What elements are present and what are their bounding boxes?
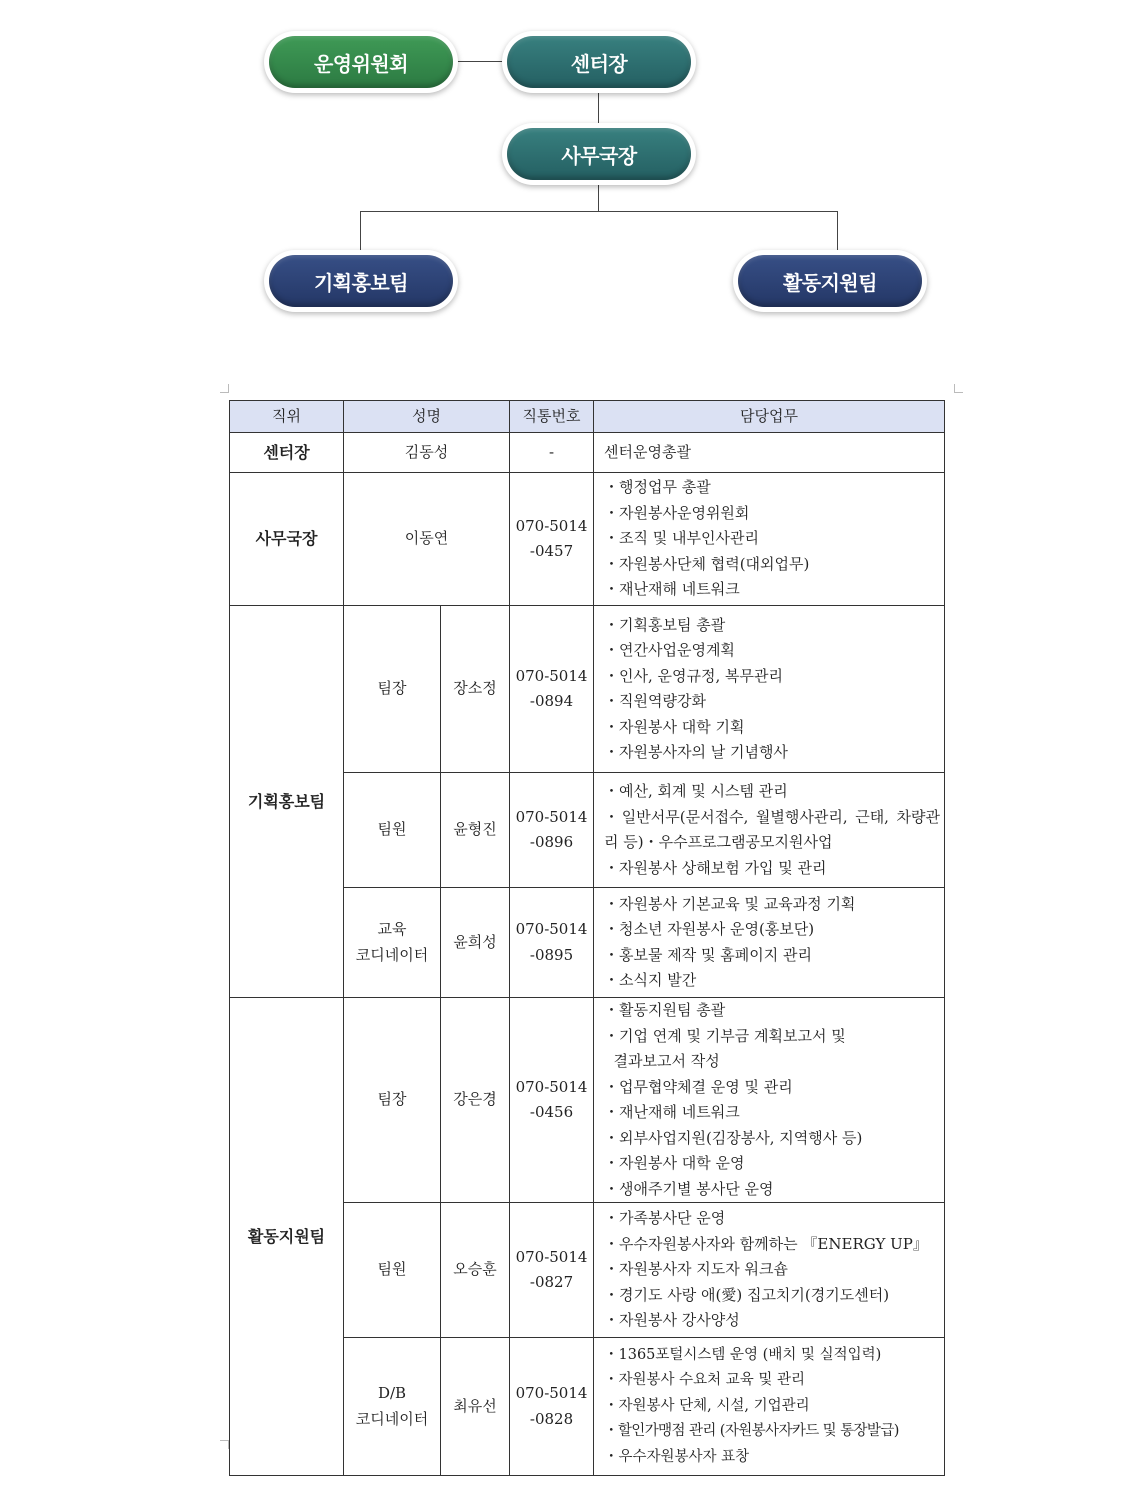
role-cell: 팀원 (344, 1203, 441, 1338)
duty-item: ・외부사업지원(김장봉사, 지역행사 등) (604, 1128, 863, 1147)
role-line: 코디네이터 (355, 945, 429, 964)
duties-cell (594, 773, 945, 888)
duties-cell (594, 888, 945, 998)
phone-cell (510, 773, 594, 888)
phone-line: -0457 (529, 542, 574, 560)
phone-cell (510, 473, 594, 606)
table-header-row (230, 401, 945, 433)
name-cell: 윤형진 (441, 773, 510, 888)
director-node (502, 31, 696, 93)
activity-team-label: 활동지원팀 (738, 255, 922, 307)
phone-line: 070-5014 (515, 807, 588, 826)
duty-item: ・업무협약체결 운영 및 관리 (604, 1077, 793, 1096)
role-line: D/B (377, 1384, 407, 1402)
phone-line: -0828 (529, 1409, 574, 1428)
director-label: 센터장 (507, 36, 691, 88)
header-name: 성명 (344, 401, 510, 433)
phone-line: 070-5014 (515, 1247, 588, 1266)
phone-line: -0895 (529, 945, 574, 964)
duties-cell (594, 1203, 945, 1338)
duty-item: ・우수자원봉사자와 함께하는 『ENERGY UP』 (604, 1234, 928, 1253)
duty-item: ・자원봉사 단체, 시설, 기업관리 (604, 1397, 810, 1414)
name-cell: 강은경 (441, 998, 510, 1203)
name-cell: 최유선 (441, 1338, 510, 1476)
phone-cell: - (510, 433, 594, 473)
name-cell: 장소정 (441, 606, 510, 773)
name-cell: 이동연 (344, 473, 510, 606)
phone-cell (510, 606, 594, 773)
table-row (230, 433, 945, 473)
connector-team-planning (360, 211, 361, 251)
role-cell: 팀장 (344, 606, 441, 773)
duty-item: ・자원봉사운영위원회 (604, 503, 750, 522)
duty-item: ・홍보물 제작 및 홈페이지 관리 (604, 945, 812, 964)
header-duties: 담당업무 (594, 401, 945, 433)
role-cell (344, 1338, 441, 1476)
duty-item: ・우수자원봉사자 표창 (604, 1448, 750, 1465)
phone-cell (510, 998, 594, 1203)
phone-line: -0827 (529, 1273, 574, 1291)
duty-item: ・가족봉사단 운영 (604, 1209, 726, 1228)
phone-line: 070-5014 (515, 920, 588, 938)
header-position: 직위 (230, 401, 344, 433)
phone-line: -0896 (529, 833, 574, 851)
committee-label: 운영위원회 (269, 36, 453, 88)
role-cell: 팀원 (344, 773, 441, 888)
planning-team-node (264, 250, 458, 312)
position-cell: 사무국장 (230, 473, 344, 606)
activity-team-node (733, 250, 927, 312)
phone-line: -0894 (529, 692, 574, 710)
position-cell: 센터장 (230, 433, 344, 473)
planning-team-label: 기획홍보팀 (269, 255, 453, 307)
duties-cell (594, 1338, 945, 1476)
name-cell: 김동성 (344, 433, 510, 473)
phone-cell (510, 1203, 594, 1338)
duty-item: ・행정업무 총괄 (604, 478, 711, 497)
duty-item: ・연간사업운영계획 (604, 641, 735, 659)
connector-committee-director (454, 61, 506, 62)
duty-item: ・자원봉사자 지도자 워크숍 (604, 1260, 788, 1279)
duty-item: ・자원봉사 대학 기획 (604, 717, 745, 736)
secretary-label: 사무국장 (507, 128, 691, 180)
duty-item: ・자원봉사 대학 운영 (604, 1154, 745, 1172)
duty-item: ・재난재해 네트워크 (604, 580, 740, 599)
duty-item: ・1365포털시스템 운영 (배치 및 실적입력) (604, 1346, 882, 1363)
duty-item: ・기업 연계 및 기부금 계획보고서 및 (604, 1026, 846, 1045)
name-cell: 오승훈 (441, 1203, 510, 1338)
staff-table (229, 400, 945, 1476)
duty-item: ・활동지원팀 총괄 (604, 1001, 726, 1019)
duty-item: ・자원봉사단체 협력(대외업무) (604, 554, 810, 573)
duty-item: 결과보고서 작성 (604, 1052, 720, 1070)
corner-mark (220, 384, 229, 393)
connector-secretary-down (598, 184, 599, 212)
role-line: 코디네이터 (355, 1409, 429, 1428)
duty-item: ・소식지 발간 (604, 971, 697, 989)
duty-item: ・자원봉사 기본교육 및 교육과정 기획 (604, 894, 856, 913)
phone-cell (510, 1338, 594, 1476)
duty-item: ・재난재해 네트워크 (604, 1103, 740, 1121)
duty-item: ・자원봉사 강사양성 (604, 1311, 740, 1330)
team-cell: 기획홍보팀 (230, 606, 344, 998)
name-cell: 윤희성 (441, 888, 510, 998)
corner-mark (954, 384, 963, 393)
duty-item: ・자원봉사자의 날 기념행사 (604, 743, 788, 761)
duty-item: ・인사, 운영규정, 복무관리 (604, 666, 783, 685)
phone-line: 070-5014 (515, 1077, 588, 1096)
duty-item: ・조직 및 내부인사관리 (604, 529, 759, 548)
duties-cell: 센터운영총괄 (594, 433, 945, 473)
committee-node (264, 31, 458, 93)
table-row (230, 998, 945, 1203)
role-line: 교육 (377, 920, 407, 938)
phone-cell (510, 888, 594, 998)
duty-item: ・경기도 사랑 애(愛) 집고치기(경기도센터) (604, 1285, 890, 1304)
duty-item: ・자원봉사 상해보험 가입 및 관리 (604, 858, 827, 877)
team-cell: 활동지원팀 (230, 998, 344, 1476)
phone-line: 070-5014 (515, 516, 588, 535)
phone-line: 070-5014 (515, 666, 588, 685)
role-cell: 팀장 (344, 998, 441, 1203)
connector-team-activity (837, 211, 838, 251)
phone-line: 070-5014 (515, 1384, 588, 1402)
org-chart (0, 0, 1140, 330)
secretary-node (502, 123, 696, 185)
duties-cell (594, 606, 945, 773)
duty-item: ・청소년 자원봉사 운영(홍보단) (604, 920, 815, 938)
phone-line: -0456 (529, 1103, 574, 1121)
corner-mark (220, 1440, 229, 1449)
duty-item: ・직원역량강화 (604, 692, 706, 710)
header-phone: 직통번호 (510, 401, 594, 433)
duty-item: ・일반서무(문서접수, 월별행사관리, 근태, 차량관리 등)・우수프로그램공모지원사업 (604, 807, 940, 851)
role-cell (344, 888, 441, 998)
table-row (230, 606, 945, 773)
duty-item: ・할인가맹점 관리 (자원봉사자카드 및 통장발급) (604, 1423, 899, 1440)
duty-item: ・예산, 회계 및 시스템 관리 (604, 782, 788, 800)
duties-cell (594, 473, 945, 606)
duties-cell (594, 998, 945, 1203)
duty-item: ・생애주기별 봉사단 운영 (604, 1179, 774, 1198)
duty-item: ・자원봉사 수요처 교육 및 관리 (604, 1372, 806, 1389)
duty-item: ・기획홍보팀 총괄 (604, 615, 726, 634)
table-row (230, 473, 945, 606)
connector-horizontal-teams (360, 211, 838, 212)
